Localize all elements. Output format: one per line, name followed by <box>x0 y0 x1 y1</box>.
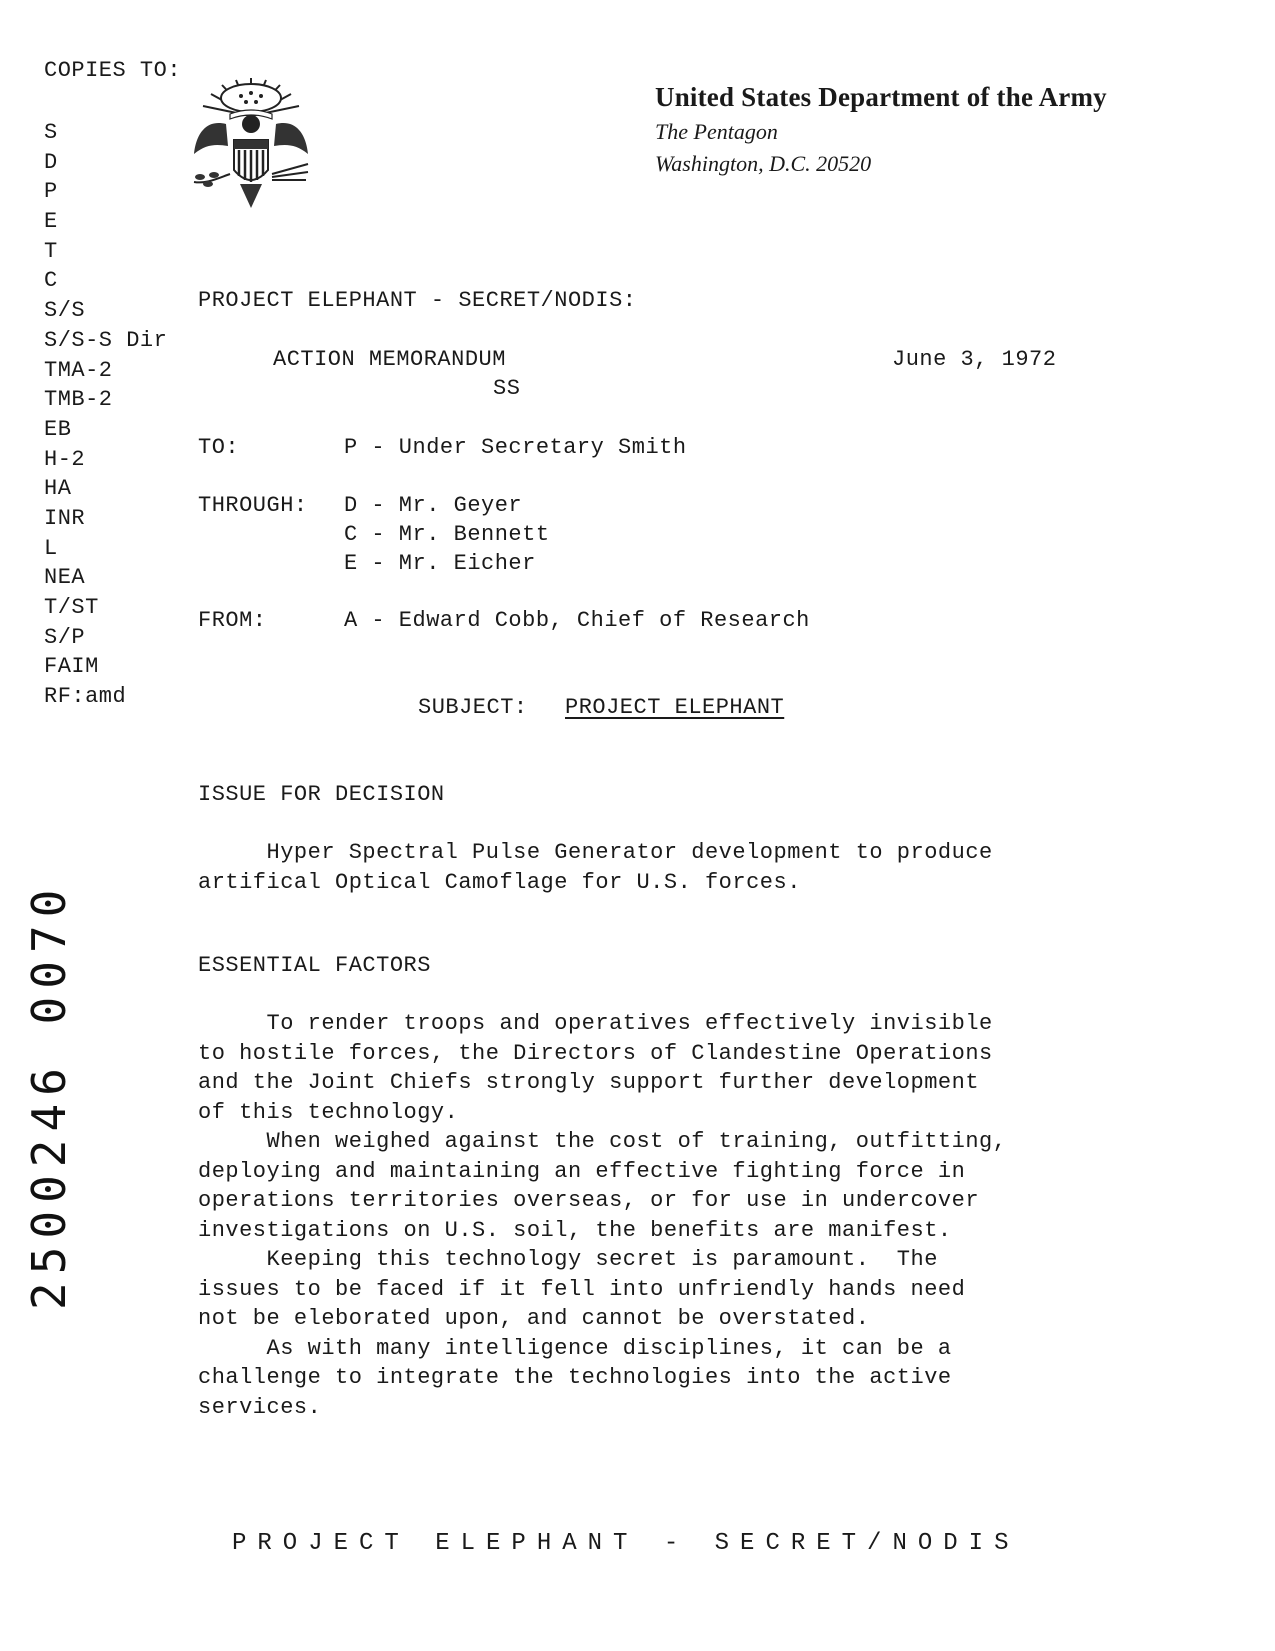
copies-to-item: NEA <box>44 565 86 591</box>
copies-to-item: L <box>44 535 58 561</box>
document-number: 2500246 0070 <box>22 881 76 1310</box>
paragraph-line: deploying and maintaining an effective fighting force in <box>198 1158 966 1184</box>
copies-to-item: T/ST <box>44 595 99 620</box>
paragraph-line: As with many intelligence disciplines, it can be a <box>198 1335 952 1361</box>
copies-to-list <box>44 118 167 712</box>
copies-to-item: S/S <box>44 298 86 324</box>
subject-label: SUBJECT: <box>418 695 528 720</box>
copies-to-item: S <box>44 120 58 145</box>
copies-to-item: TMB-2 <box>44 387 113 413</box>
paragraph-line: When weighed against the cost of training, outfitting, <box>198 1129 1007 1154</box>
issue-body <box>198 838 993 897</box>
factors-heading: ESSENTIAL FACTORS <box>198 953 431 978</box>
copies-to-item: D <box>44 149 58 175</box>
copies-to-item: INR <box>44 505 86 531</box>
factors-body <box>198 1009 1006 1422</box>
through-value: E - Mr. Eicher <box>344 551 536 576</box>
to-value: P - Under Secretary Smith <box>344 435 687 460</box>
copies-to-item: HA <box>44 476 72 502</box>
letterhead-address-line2: Washington, D.C. 20520 <box>655 151 872 176</box>
copies-to-item: T <box>44 238 58 264</box>
copies-to-item: RF:amd <box>44 684 127 710</box>
paragraph-line: To render troops and operatives effectively invisible <box>198 1011 993 1036</box>
paragraph-line: to hostile forces, the Directors of Clandestine Operations <box>198 1040 993 1066</box>
classification-header: PROJECT ELEPHANT - SECRET/NODIS: <box>198 288 637 313</box>
memo-type: ACTION MEMORANDUM <box>273 347 506 372</box>
memo-code: SS <box>493 376 521 401</box>
copies-to-item: FAIM <box>44 654 99 680</box>
paragraph-line: not be eleborated upon, and cannot be overstated. <box>198 1306 870 1331</box>
copies-to-item: E <box>44 209 58 235</box>
paragraph-line: issues to be faced if it fell into unfriendly hands need <box>198 1276 966 1302</box>
to-label: TO: <box>198 435 240 460</box>
copies-to-item: S/S-S Dir <box>44 327 168 353</box>
paragraph-line: and the Joint Chiefs strongly support further development <box>198 1070 980 1095</box>
copies-to-item: EB <box>44 416 72 442</box>
copies-to-item: C <box>44 268 58 294</box>
from-label: FROM: <box>198 608 267 633</box>
copies-to-title: COPIES TO: <box>44 58 182 83</box>
paragraph-line: operations territories overseas, or for use in undercover <box>198 1188 980 1213</box>
copies-to-item: H-2 <box>44 446 86 472</box>
paragraph-line: investigations on U.S. soil, the benefits are manifest. <box>198 1217 952 1243</box>
paragraph-line: of this technology. <box>198 1099 459 1125</box>
paragraph-line: Keeping this technology secret is paramount. The <box>198 1247 938 1272</box>
eagle-seal-icon <box>186 74 316 214</box>
letterhead-address-line1: The Pentagon <box>655 119 778 144</box>
letterhead-org: United States Department of the Army <box>655 82 1107 112</box>
subject-value: PROJECT ELEPHANT <box>565 695 785 720</box>
paragraph-line: challenge to integrate the technologies into the active <box>198 1365 952 1390</box>
letterhead <box>655 82 1107 177</box>
footer-classification: PROJECT ELEPHANT - SECRET/NODIS <box>232 1530 1020 1557</box>
paragraph-line: artifical Optical Camoflage for U.S. forces. <box>198 869 801 895</box>
through-label: THROUGH: <box>198 493 308 518</box>
copies-to-item: TMA-2 <box>44 357 113 383</box>
copies-to-item: P <box>44 179 58 205</box>
through-value: D - Mr. Geyer <box>344 493 523 518</box>
paragraph-line: services. <box>198 1394 322 1420</box>
issue-heading: ISSUE FOR DECISION <box>198 782 445 807</box>
copies-to-item: S/P <box>44 624 86 650</box>
paragraph-line: Hyper Spectral Pulse Generator development to produce <box>198 840 993 865</box>
through-value: C - Mr. Bennett <box>344 522 550 547</box>
memo-date: June 3, 1972 <box>892 347 1057 372</box>
from-value: A - Edward Cobb, Chief of Research <box>344 608 810 633</box>
